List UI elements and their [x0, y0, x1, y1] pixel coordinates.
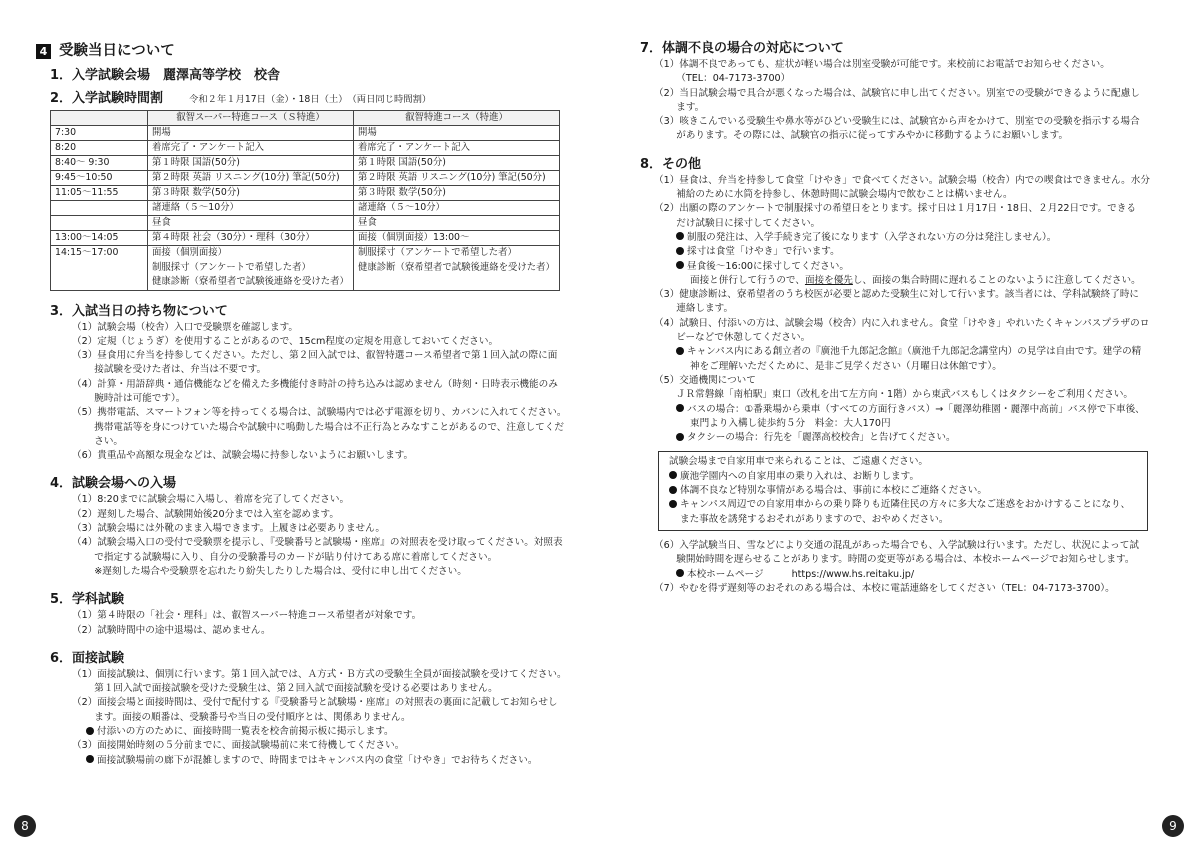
list-item: [669, 470, 1139, 484]
list-item: （3）健康診断は、寮希望者のうち校医が必要と認めた受験生に対して行います。該当者には、学科試験終了時に: [654, 289, 1140, 301]
other-list-continued: [640, 539, 1160, 596]
list-item: （6）入学試験当日、雪などにより交通の混乱があった場合でも、入学試験は行います。ただし、状況によって試: [654, 539, 1139, 551]
bullet-icon: [676, 404, 684, 412]
bullet-icon: [669, 500, 677, 508]
bullet-icon: [669, 486, 677, 494]
table-cell: 面接（個別面接）13:00～: [354, 231, 560, 246]
table-cell-line: 14:15～17:00: [55, 247, 119, 258]
table-cell-line: 制服採寸（アンケートで希望した者）: [358, 247, 517, 258]
list-item: （7）やむを得ず遅刻等のおそれのある場合は、本校に電話連絡をしてください（TEL：04-7173-3700）。: [654, 582, 1115, 594]
list-item: （2）出願の際のアンケートで制服採寸の希望日をとります。採寸日は１月17日・18日、２月22日です。できる: [654, 203, 1136, 215]
list-item: （1）体調不良であっても、症状が軽い場合は別室受験が可能です。来校前にお電話でお知らせください。: [654, 59, 1110, 70]
list-item: で指定する試験場に入り、自分の受験番号のカードが貼り付けてある席に着席してください。: [72, 551, 498, 563]
table-cell: 7:30: [51, 126, 148, 141]
list-item-text: 制服の発注は、入学手続き完了後になります（入学されない方の分は発注しません）。: [687, 231, 1057, 243]
table-cell: 第３時限 数学(50分): [148, 186, 354, 201]
belongings-list: [36, 321, 568, 464]
right-page: [640, 40, 1160, 596]
heading-entry: 4．試験会場への入場: [50, 476, 177, 492]
academic-test-list: [36, 609, 568, 638]
list-item: [640, 431, 1160, 445]
table-row: [51, 141, 560, 156]
list-item: ※遅刻した場合や受験票を忘れたり紛失したりした場合は、受付に申し出てください。: [72, 565, 467, 577]
heading-illness: 7．体調不良の場合の対応について: [640, 41, 844, 56]
table-cell: 11:05～11:55: [51, 186, 148, 201]
table-header: 叡智特進コース（特進）: [354, 111, 560, 126]
section-title-text: 受験当日について: [59, 43, 175, 59]
table-cell: 開場: [148, 126, 354, 141]
list-item: ます。: [654, 101, 705, 113]
table-row: [51, 171, 560, 186]
list-item: [36, 754, 568, 768]
table-row: [51, 246, 560, 291]
list-item: （1）第４時限の「社会・理科」は、叡智スーパー特進コース希望者が対象です。: [72, 610, 422, 622]
interview-list: [36, 668, 568, 768]
list-item: （2）遅刻した場合、試験開始後20分までは入室を認めます。: [72, 508, 339, 520]
bullet-icon: [669, 471, 677, 479]
list-item-text: タクシーの場合：行先を「麗澤高校校舎」と告げてください。: [687, 432, 956, 444]
list-item: （1）昼食は、弁当を持参して食堂「けやき」で食べてください。試験会場（校舎）内での喫食はできません。水分: [654, 174, 1150, 186]
heading-academic-test: 5．学科試験: [50, 592, 125, 608]
table-cell: 第２時限 英語 リスニング(10分) 筆記(50分): [148, 171, 354, 186]
list-item-text: 廣池学園内への自家用車の乗り入れは、お断りします。: [680, 470, 920, 482]
list-item-text: バスの場合：①番乗場から乗車（すべての方面行きバス）→「麗澤幼稚園・麗澤中高前」バス停で下車後、: [687, 403, 1145, 415]
list-item: （2）面接会場と面接時間は、受付で配付する『受験番号と試験場・座席』の対照表の裏面に記載してお知らせし: [72, 697, 558, 709]
list-item: （1）8:20までに試験会場に入場し、着席を完了してください。: [72, 494, 350, 506]
list-item: [640, 568, 1160, 582]
list-item: （4）試験日、付添いの方は、試験会場（校舎）内に入れません。食堂「けやき」やれいたくキャンパスプラザのロ: [654, 317, 1150, 329]
illness-list: [640, 58, 1160, 144]
box-intro: 試験会場まで自家用車で来られることは、ご遠慮ください。: [669, 456, 929, 468]
table-cell: 8:40～ 9:30: [51, 156, 148, 171]
list-item: があります。その際には、試験官の指示に従ってすみやかに移動するようにお願いします。: [654, 130, 1069, 142]
list-item: （5）交通機関について: [654, 374, 756, 386]
heading-schedule-text: 2．入学試験時間割: [50, 91, 164, 106]
list-item: 携帯電話等を身につけていた場合や試験中に鳴動した場合は不正行為とみなすことがあるので、注意してくだ: [72, 421, 564, 433]
table-cell: 昼食: [354, 216, 560, 231]
list-item: 接試験を受けた者は、弁当は不要です。: [72, 364, 267, 376]
bullet-icon: [676, 247, 684, 255]
bullet-icon: [676, 433, 684, 441]
entry-list: [36, 493, 568, 579]
list-item: （1）面接試験は、個別に行います。第１回入試では、Ａ方式・Ｂ方式の受験生全員が面接試験を受けてください。: [72, 668, 567, 680]
list-item: 連絡します。: [654, 303, 734, 315]
list-item-text: 面接と併行して行うので、: [690, 274, 805, 286]
list-item: [669, 484, 1139, 498]
list-item: 験開始時間を遅らせることがあります。時間の変更等がある場合は、本校ホームページでお知らせします。: [654, 554, 1135, 566]
other-list: [640, 174, 1160, 446]
heading-other: 8．その他: [640, 156, 702, 172]
table-cell: [51, 216, 148, 231]
page-number-right: 9: [1162, 815, 1184, 837]
list-item: （TEL：04-7173-3700）: [654, 73, 791, 85]
schedule-table: [50, 110, 560, 291]
list-item: [36, 725, 568, 739]
list-item: [640, 245, 1160, 259]
bullet-icon: [86, 755, 94, 763]
list-item: [640, 231, 1160, 245]
list-item-text: 面接試験場前の廊下が混雑しますので、時間まではキャンパス内の食堂「けやき」でお待ちください。: [97, 754, 538, 766]
table-header: [51, 111, 148, 126]
list-item: さい。: [72, 435, 124, 447]
list-item-text: 採寸は食堂「けやき」で行います。: [687, 246, 840, 258]
list-item: だけ試験日に採寸してください。: [654, 217, 821, 229]
table-row: [51, 216, 560, 231]
table-cell: 第１時限 国語(50分): [354, 156, 560, 171]
list-item: 神をご理解いただくために、是非ご見学ください（月曜日は休館です）。: [690, 360, 1002, 372]
list-item: 補給のために水筒を持参し、休憩時間に試験会場内で飲むことは構いません。: [654, 189, 1013, 201]
heading-schedule: [36, 90, 568, 108]
table-row: [51, 186, 560, 201]
list-item: （2）当日試験会場で具合が悪くなった場合は、試験官に申し出てください。別室での受験ができるように配慮し: [654, 87, 1140, 99]
table-cell: 13:00～14:05: [51, 231, 148, 246]
emphasis-text: 面接を優先: [804, 274, 853, 286]
list-item: 東門より入構し徒歩約５分 料金：大人170円: [690, 417, 891, 429]
table-cell-line: 面接（個別面接）: [152, 247, 228, 258]
list-item: （2）試験時間中の途中退場は、認めません。: [72, 624, 271, 636]
table-cell-line: 制服採寸（アンケートで希望した者）: [152, 261, 311, 273]
table-cell: 8:20: [51, 141, 148, 156]
table-cell: 9:45～10:50: [51, 171, 148, 186]
list-item: （2）定規（じょうぎ）を使用することがあるので、15cm程度の定規を用意しておいてください。: [72, 335, 499, 347]
list-item: ます。面接の順番は、受験番号や当日の受付順序とは、関係ありません。: [72, 711, 411, 723]
bullet-icon: [676, 232, 684, 240]
table-cell: 第４時限 社会（30分）・理科（30分）: [148, 231, 354, 246]
schedule-date-note: 令和２年１月17日（金）・18日（土） （両日同じ時間割）: [189, 94, 432, 105]
table-cell: 諸連絡（５～10分）: [148, 201, 354, 216]
list-item: （3）試験会場には外靴のまま入場できます。上履きは必要ありません。: [72, 523, 385, 535]
section-title: [36, 40, 568, 62]
table-header: 叡智スーパー特進コース（Ｓ特進）: [148, 111, 354, 126]
list-item: （3）咳きこんでいる受験生や鼻水等がひどい受験生には、試験官から声をかけて、別室での受験を指示する場合: [654, 116, 1140, 128]
table-cell-line: 健康診断（寮希望者で試験後連絡を受けた者）: [152, 276, 349, 287]
bullet-icon: [676, 347, 684, 355]
table-cell: [51, 201, 148, 216]
list-item-text: キャンパス周辺での自家用車からの乗り降りも近隣住民の方々に多大なご迷惑をおかけすることになり、: [680, 499, 1131, 511]
page-number-left: 8: [14, 815, 36, 837]
table-cell: 第２時限 英語 リスニング(10分) 筆記(50分): [354, 171, 560, 186]
list-item-text: し、面接の集合時間に遅れることのないように注意してください。: [852, 274, 1141, 286]
homepage-label: 本校ホームページ: [687, 568, 764, 580]
list-item: [640, 274, 1160, 288]
heading-venue: 1．入学試験会場 麗澤高等学校 校舎: [50, 68, 281, 83]
bullet-icon: [676, 261, 684, 269]
list-item: ＪＲ常磐線「南柏駅」東口（改札を出て左方向・1階）から東武バスもしくはタクシーをご利用ください。: [676, 389, 1134, 401]
list-item: （6）貴重品や高額な現金などは、試験会場に持参しないようにお願いします。: [72, 450, 414, 462]
bullet-icon: [86, 727, 94, 735]
list-item: ビーなどで休憩してください。: [654, 332, 811, 344]
table-cell: 昼食: [148, 216, 354, 231]
list-item: （3）面接開始時刻の５分前までに、面接試験場前に来て待機してください。: [72, 740, 405, 752]
table-cell: 開場: [354, 126, 560, 141]
list-item-text: 付添いの方のために、面接時間一覧表を校舎前掲示板に掲示します。: [97, 726, 394, 738]
table-cell-line: 健康診断（寮希望者で試験後連絡を受けた者）: [358, 261, 555, 273]
list-item: （5）携帯電話、スマートフォン等を持ってくる場合は、試験場内では必ず電源を切り、カバンに入れてください。: [72, 407, 567, 419]
table-cell: 着席完了・アンケート記入: [148, 141, 354, 156]
table-row: [51, 231, 560, 246]
list-item: [640, 403, 1160, 417]
table-cell: 着席完了・アンケート記入: [354, 141, 560, 156]
section-number-badge: 4: [36, 44, 51, 59]
list-item: （4）試験会場入口の受付で受験票を提示し、『受験番号と試験場・座席』の対照表を受け取ってください。対照表: [72, 537, 563, 549]
table-cell: 第３時限 数学(50分): [354, 186, 560, 201]
list-item: 第１回入試で面接試験を受けた受験生は、第２回入試で面接試験を受ける必要はありません。: [72, 683, 498, 695]
bullet-icon: [676, 569, 684, 577]
list-item: [640, 260, 1160, 274]
list-item: 腕時計は可能です）。: [72, 392, 186, 404]
table-cell: [51, 246, 148, 291]
list-item: （1）試験会場（校舎）入口で受験票を確認します。: [72, 321, 298, 333]
table-row: [51, 156, 560, 171]
heading-interview: 6．面接試験: [50, 650, 125, 666]
left-page: [36, 40, 568, 768]
homepage-link[interactable]: https://www.hs.reitaku.jp/: [791, 568, 915, 580]
table-cell: 第１時限 国語(50分): [148, 156, 354, 171]
list-item: [669, 498, 1139, 512]
list-item: （4）計算・用語辞典・通信機能などを備えた多機能付き時計の持ち込みは認めません（時刻・日時表示機能のみ: [72, 378, 558, 390]
list-item-text: 体調不良など特別な事情がある場合は、事前に本校にご連絡ください。: [680, 485, 987, 497]
heading-belongings: 3．入試当日の持ち物について: [50, 303, 228, 319]
table-cell: [354, 246, 560, 291]
table-cell: [148, 246, 354, 291]
table-row: [51, 126, 560, 141]
list-item-text: 昼食後～16:00に採寸してください。: [687, 260, 849, 272]
table-row: [51, 201, 560, 216]
list-item: （3）昼食用に弁当を持参してください。ただし、第２回入試では、叡智特選コース希望者で第１回入試の際に面: [72, 350, 558, 362]
table-cell: 諸連絡（５～10分）: [354, 201, 560, 216]
car-notice-box: [658, 451, 1148, 530]
list-item-text: キャンパス内にある創立者の『廣池千九郎記念館』（廣池千九郎記念講堂内）の見学は自由です。建学の精: [687, 346, 1142, 358]
list-item: [640, 345, 1160, 359]
list-item: また事故を誘発するおそれがありますので、おやめください。: [680, 513, 949, 525]
